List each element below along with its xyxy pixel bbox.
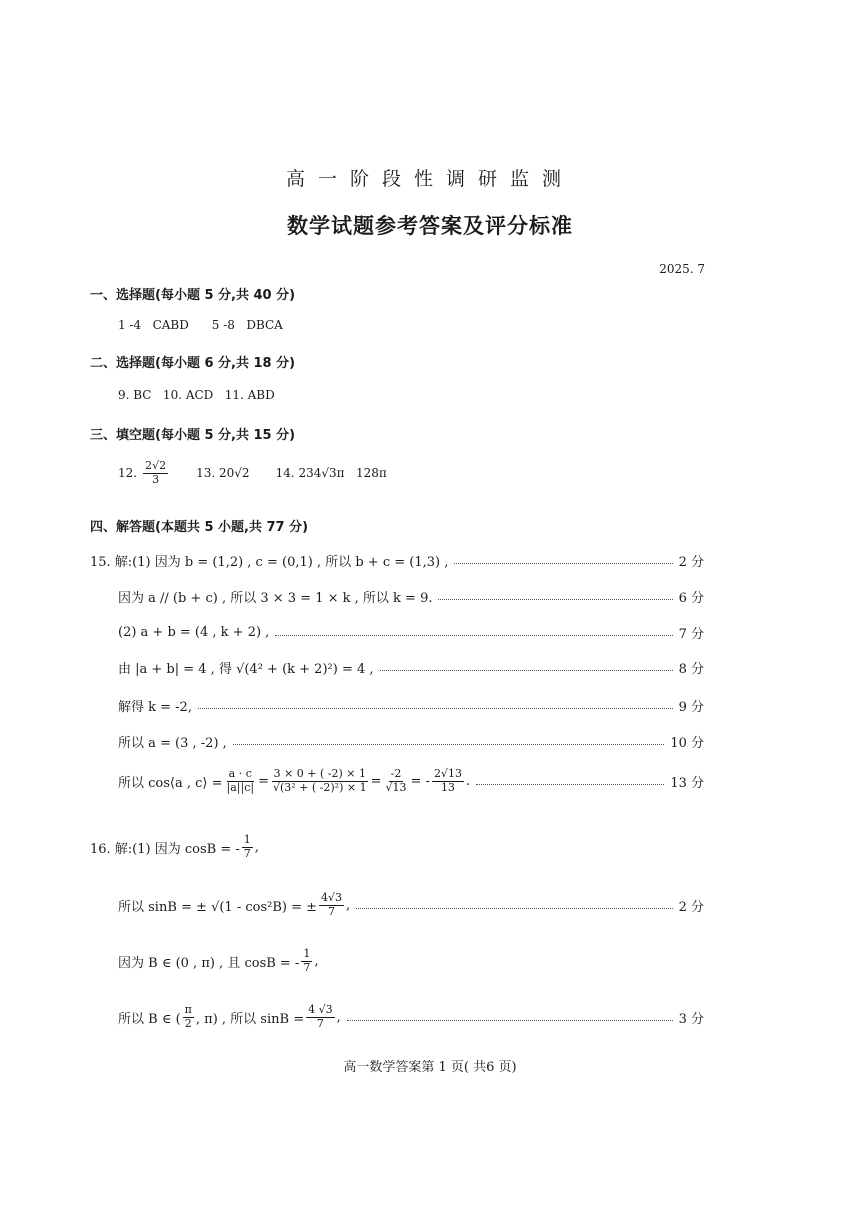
q15-line-4-text: 由 |a + b| = 4 , 得 √(4² + (k + 2)²) = 4 , xyxy=(118,662,374,677)
document-title: 高一阶段性调研监测 xyxy=(285,168,574,190)
fraction-dot-product xyxy=(225,768,257,794)
leader-dots xyxy=(198,708,673,709)
q15-line-4-score: 8 分 xyxy=(678,662,704,677)
page-footer: 高一数学答案第 1 页( 共6 页) xyxy=(343,1060,517,1075)
fraction-numerator: a · c xyxy=(228,767,252,780)
fraction-numerator: -2 xyxy=(390,767,402,780)
fraction-denominator: |a||c| xyxy=(226,780,255,794)
leader-dots xyxy=(233,744,665,745)
section1-heading: 一、选择题(每小题 5 分,共 40 分) xyxy=(90,288,296,303)
q15-line-5-text: 解得 k = -2, xyxy=(118,700,192,715)
q15-line-7-formula: 所以 cos⟨a , c⟩ = $\frac{a \cdot c}{|a||c|}$ = $\frac{3 \times 0 + ( -2) \times 1}{\text{√(3² + ( -2)²) × 1}}$ = $\frac{-2}{√13}$ = - $\frac{2√13}{13}$ . xyxy=(118,767,471,794)
fraction-sin-b xyxy=(306,1004,335,1030)
q15-line-3 xyxy=(118,623,704,642)
q16-line-4 xyxy=(118,1004,704,1030)
q15-line-2-score: 6 分 xyxy=(678,591,704,606)
q15-line-5-score: 9 分 xyxy=(678,700,704,715)
leader-dots xyxy=(275,635,672,636)
q12-label: 12. xyxy=(118,466,138,481)
fraction-result xyxy=(432,768,464,794)
q16-line-4-formula: 所以 B ∈ ( $\frac{\pi}{2}$ , π) , 所以 sinB = $\frac{4 √3}{7}$ , xyxy=(118,1003,341,1030)
fraction-numerator: 1 xyxy=(243,833,251,846)
q16-line-2-formula: 所以 sinB = ± √(1 - cos²B) = ± $\frac{4√3}{7}$ , xyxy=(118,891,351,918)
document-date: 2025. 7 xyxy=(659,262,705,276)
fraction-denominator: √(3² + ( -2)²) × 1 xyxy=(272,780,367,794)
q16-line-4-mid: , π) , 所以 sinB = xyxy=(195,1011,305,1027)
fraction-denominator: 2 xyxy=(184,1016,192,1030)
q15-line-1-text: 15. 解:(1) 因为 b = (1,2) , c = (0,1) , 所以 b + c = (1,3) , xyxy=(90,555,449,570)
fraction-substituted xyxy=(271,768,369,794)
q15-line-2 xyxy=(118,587,704,606)
fraction-denominator: 7 xyxy=(243,846,251,860)
fraction-denominator: √13 xyxy=(385,780,407,794)
leader-dots xyxy=(454,563,672,564)
q15-line-7 xyxy=(118,768,704,794)
leader-dots xyxy=(438,599,672,600)
q15-line-3-text: (2) a + b = (4 , k + 2) , xyxy=(118,625,270,640)
q15-line-4 xyxy=(118,658,704,677)
fraction-denominator: 7 xyxy=(316,1016,324,1030)
fraction-denominator: 13 xyxy=(440,780,455,794)
leader-dots xyxy=(347,1020,673,1021)
fraction-denominator: 7 xyxy=(303,960,311,974)
q14-answer: 14. 234√3π 128π xyxy=(275,466,387,481)
section2-heading: 二、选择题(每小题 6 分,共 18 分) xyxy=(90,356,296,371)
q12-numerator: 2√2 xyxy=(145,459,167,472)
fraction-sin-b xyxy=(319,892,344,918)
q16-line-3 xyxy=(118,948,704,974)
fraction-numerator: 4√3 xyxy=(321,891,343,904)
q15-line-5 xyxy=(118,696,704,715)
fraction-numerator: 2√13 xyxy=(433,767,462,780)
fraction-denominator: 7 xyxy=(328,904,336,918)
fraction-pi-half xyxy=(183,1004,194,1030)
fraction-numerator: 1 xyxy=(303,947,311,960)
section1-answers: 1 -4 CABD 5 -8 DBCA xyxy=(118,318,283,332)
fraction-numerator: 4 √3 xyxy=(308,1003,333,1016)
q15-line-6 xyxy=(118,732,704,751)
document-subtitle: 数学试题参考答案及评分标准 xyxy=(287,214,573,238)
q15-line-3-score: 7 分 xyxy=(678,627,704,642)
section3-heading: 三、填空题(每小题 5 分,共 15 分) xyxy=(90,428,296,443)
fraction-one-seventh xyxy=(242,834,253,860)
section2-answers: 9. BC 10. ACD 11. ABD xyxy=(118,388,275,402)
fraction-one-seventh xyxy=(301,948,312,974)
leader-dots xyxy=(356,908,672,909)
leader-dots xyxy=(380,670,673,671)
q15-line-6-text: 所以 a = (3 , -2) , xyxy=(118,736,227,751)
q13-answer: 13. 20√2 xyxy=(196,466,250,481)
q16-line-1-formula: 16. 解:(1) 因为 cosB = - $\frac{1}{7}$ , xyxy=(90,833,259,860)
q16-line-3-text: 因为 B ∈ (0 , π) , 且 cosB = - xyxy=(118,955,300,971)
q16-line-4-score: 3 分 xyxy=(678,1011,704,1027)
q16-line-2-text: 所以 sinB = ± √(1 - cos²B) = ± xyxy=(118,899,318,915)
q16-line-4-text: 所以 B ∈ ( xyxy=(118,1011,181,1027)
q15-line-7-score: 13 分 xyxy=(670,775,704,791)
fraction-numerator: π xyxy=(184,1003,192,1016)
q15-line-2-text: 因为 a // (b + c) , 所以 3 × 3 = 1 × k , 所以 k = 9. xyxy=(118,591,433,606)
leader-dots xyxy=(476,784,664,785)
q16-line-3-formula: 因为 B ∈ (0 , π) , 且 cosB = - $\frac{1}{7}$ , xyxy=(118,947,319,974)
fraction-simplified xyxy=(384,768,409,794)
q16-line-1 xyxy=(90,834,704,860)
q15-line-1-score: 2 分 xyxy=(678,555,704,570)
fraction-numerator: 3 × 0 + ( -2) × 1 xyxy=(273,767,366,780)
q15-line-6-score: 10 分 xyxy=(670,736,704,751)
cos-label: 所以 cos⟨a , c⟩ = xyxy=(118,775,223,791)
q15-line-1 xyxy=(90,551,704,570)
q16-line-2 xyxy=(118,892,704,918)
q16-line-1-text: 16. 解:(1) 因为 cosB = - xyxy=(90,841,240,857)
section3-answers xyxy=(118,460,387,486)
section4-heading: 四、解答题(本题共 5 小题,共 77 分) xyxy=(90,520,309,535)
q12-denominator: 3 xyxy=(152,472,160,486)
q12-fraction xyxy=(143,460,168,486)
q16-line-2-score: 2 分 xyxy=(678,899,704,915)
